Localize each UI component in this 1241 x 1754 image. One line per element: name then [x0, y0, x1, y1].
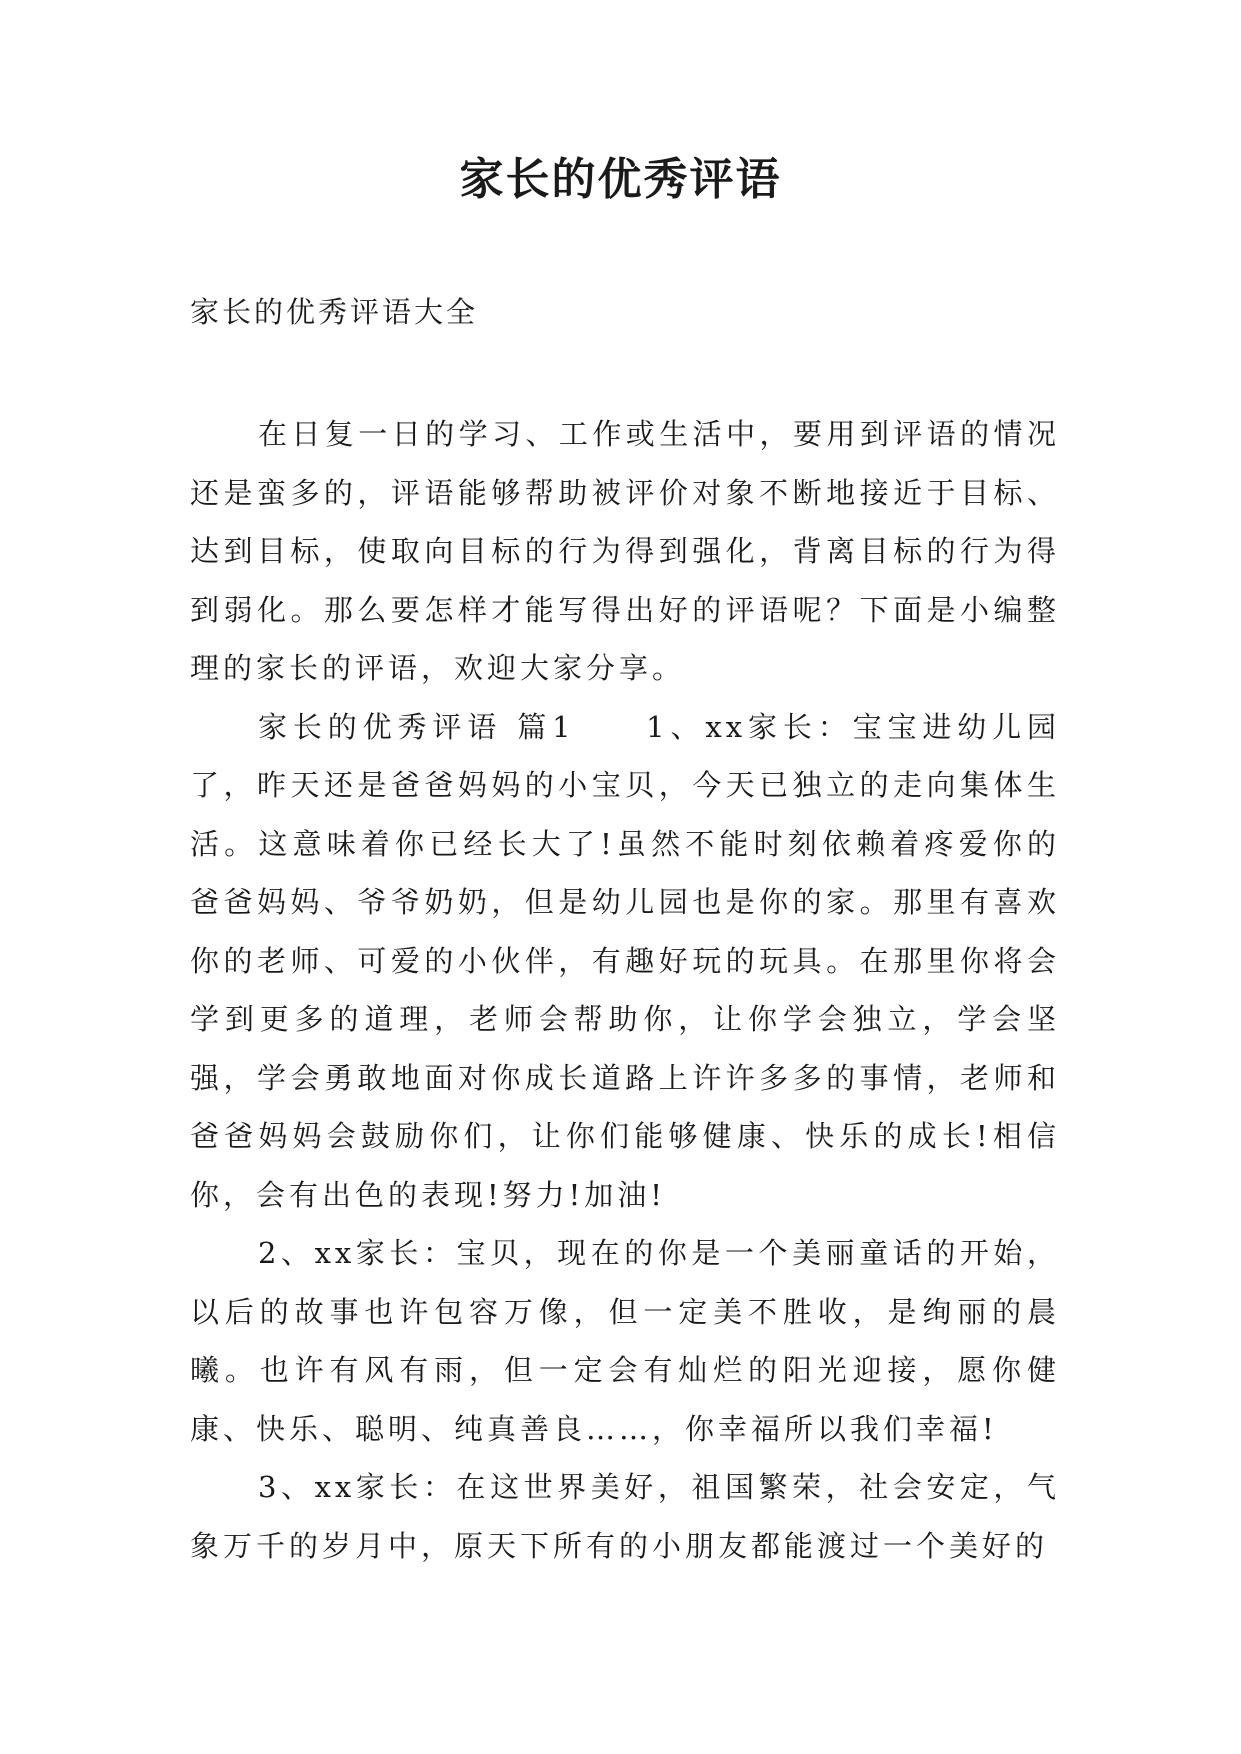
- document-title: 家长的优秀评语: [459, 154, 782, 205]
- paragraph-comment-3: 3、xx家长：在这世界美好，祖国繁荣，社会安定，气象万千的岁月中，原天下所有的小朋友都能渡过一个美好的: [190, 1470, 1060, 1563]
- paragraph-intro: 在日复一日的学习、工作或生活中，要用到评语的情况还是蛮多的，评语能够帮助被评价对象不断地接近于目标、达到目标，使取向目标的行为得到强化，背离目标的行为得到弱化。那么要怎样才能写得出好的评语呢？下面是小编整理的家长的评语，欢迎大家分享。: [190, 417, 1060, 685]
- document-body: [190, 405, 1060, 1575]
- paragraph-comment-1: 家长的优秀评语 篇1 1、xx家长：宝宝进幼儿园了，昨天还是爸爸妈妈的小宝贝，今天已独立的走向集体生活。这意味着你已经长大了!虽然不能时刻依赖着疼爱你的爸爸妈妈、爷爷奶奶，但是幼儿园也是你的家。那里有喜欢你的老师、可爱的小伙伴，有趣好玩的玩具。在那里你将会学到更多的道理，老师会帮助你，让你学会独立，学会坚强，学会勇敢地面对你成长道路上许许多多的事情，老师和爸爸妈妈会鼓励你们，让你们能够健康、快乐的成长!相信你，会有出色的表现!努力!加油!: [190, 709, 1060, 1212]
- document-subtitle: 家长的优秀评语大全: [190, 295, 479, 329]
- paragraph-comment-2: 2、xx家长：宝贝，现在的你是一个美丽童话的开始，以后的故事也许包容万像，但一定美不胜收，是绚丽的晨曦。也许有风有雨，但一定会有灿烂的阳光迎接，愿你健康、快乐、聪明、纯真善良……，你幸福所以我们幸福!: [190, 1236, 1060, 1446]
